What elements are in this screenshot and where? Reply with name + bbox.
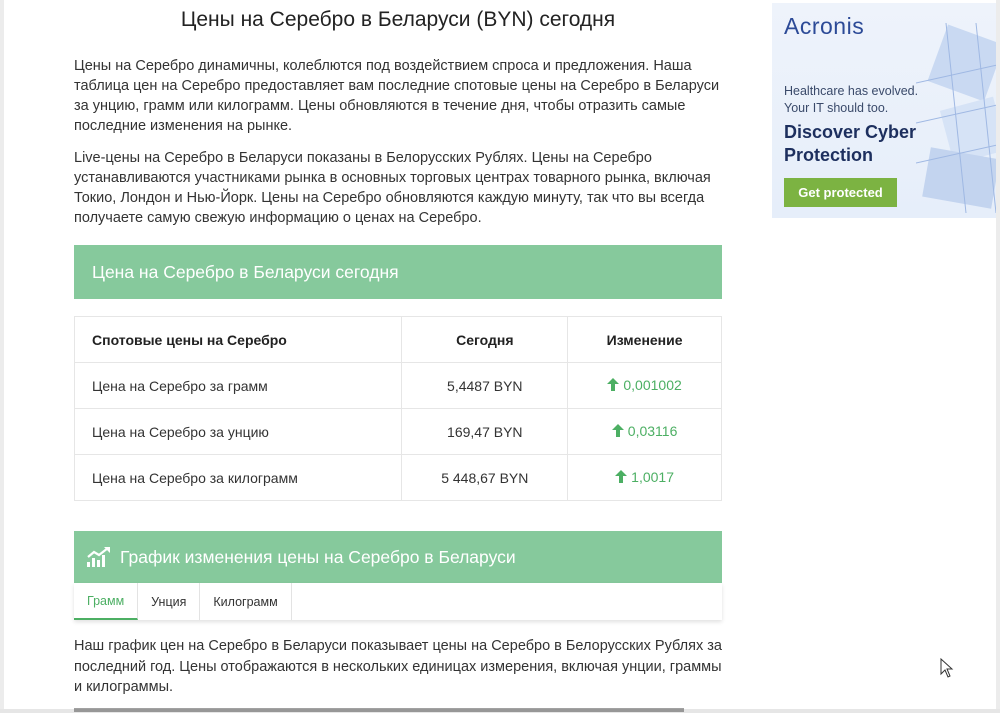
- page-title: Цены на Серебро в Беларуси (BYN) сегодня: [180, 8, 616, 31]
- main-content: [74, 0, 722, 698]
- row-label: Цена на Серебро за грамм: [75, 363, 402, 409]
- tab-ounce[interactable]: Унция: [138, 583, 200, 620]
- price-section-heading: Цена на Серебро в Беларуси сегодня: [74, 245, 722, 299]
- row-today-price: 5 448,67 BYN: [402, 455, 568, 501]
- arrow-up-icon: [607, 378, 619, 394]
- acronis-ad-banner[interactable]: [772, 3, 996, 218]
- row-today-price: 169,47 BYN: [402, 409, 568, 455]
- table-row: [75, 409, 722, 455]
- chart-section-heading: [74, 531, 722, 583]
- column-header-change: Изменение: [568, 317, 722, 363]
- row-change-cell: [568, 455, 722, 501]
- ad-cta-button[interactable]: Get protected: [784, 178, 897, 207]
- row-change-cell: [568, 409, 722, 455]
- tab-gram[interactable]: Грамм: [74, 583, 138, 620]
- row-label: Цена на Серебро за килограмм: [75, 455, 402, 501]
- ad-headline: Discover Cyber Protection: [784, 122, 917, 165]
- ad-subtext: Healthcare has evolved. Your IT should too.: [784, 84, 919, 115]
- ad-decoration-graphic: [916, 23, 996, 213]
- chart-description: Наш график цен на Серебро в Беларуси показывает цены на Серебро в Белорусских Рублях за последний год. Цены отображаются в нескольких единицах измерения, включая унции, граммы и килограммы.: [74, 638, 722, 695]
- unit-tabs: [74, 583, 722, 620]
- price-table: [74, 316, 722, 501]
- column-header-today: Сегодня: [402, 317, 568, 363]
- chart-section: [74, 531, 722, 698]
- row-today-price: 5,4487 BYN: [402, 363, 568, 409]
- arrow-up-icon: [612, 424, 624, 440]
- chart-trend-icon: [86, 546, 112, 568]
- row-change-cell: [568, 363, 722, 409]
- table-row: [75, 363, 722, 409]
- row-change-value: 0,03116: [627, 423, 678, 439]
- ad-brand-logo: Acronis: [784, 13, 865, 39]
- row-change-value: 1,0017: [631, 469, 674, 485]
- intro-paragraph-1: Цены на Серебро динамичны, колеблются под воздействием спроса и предложения. Наша таблица цен на Серебро предоставляет вам последние спотовые цены на Серебро в Беларуси за унцию, грамм или килограмм. Цены обновляются в течение дня, чтобы отразить самые последние изменения на рынке.: [74, 58, 720, 134]
- left-frame-border: [0, 0, 4, 713]
- price-section: [74, 245, 722, 501]
- arrow-up-icon: [615, 470, 627, 486]
- row-label: Цена на Серебро за унцию: [75, 409, 402, 455]
- row-change-value: 0,001002: [623, 377, 682, 393]
- chart-heading-text: График изменения цены на Серебро в Беларуси: [120, 546, 516, 567]
- table-row: [75, 455, 722, 501]
- table-header-row: [75, 317, 722, 363]
- mouse-cursor-icon: [940, 658, 954, 683]
- intro-paragraph-2: Live-цены на Серебро в Беларуси показаны в Белорусских Рублях. Цены на Серебро устанавливаются участниками рынка в основных торговых центрах товарного рынка, включая Токио, Лондон и Нью-Йорк. Цены на Серебро обновляются каждую минуту, так что вы всегда получаете самую свежую информацию о ценах на Серебро.: [74, 150, 711, 226]
- tab-kilogram[interactable]: Килограмм: [200, 583, 291, 620]
- cut-off-text-line: [74, 702, 684, 713]
- column-header-spot: Спотовые цены на Серебро: [75, 317, 402, 363]
- right-frame-border: [996, 0, 1000, 713]
